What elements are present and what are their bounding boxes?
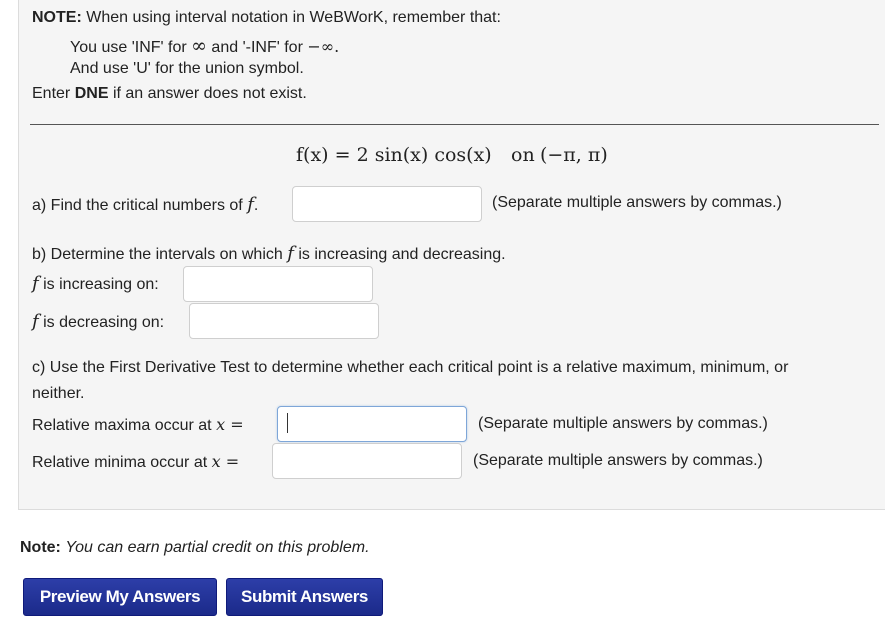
decreasing-label <box>32 311 164 332</box>
notice-line2-mid: and '-INF' for <box>211 39 303 56</box>
maxima-text: Relative maxima occur at <box>32 417 212 434</box>
relative-maxima-input[interactable] <box>277 406 467 442</box>
decreasing-var: f <box>32 311 39 332</box>
part-c-prompt-line1: c) Use the First Derivative Test to determine whether each critical point is a relative maximum, minimum, or <box>32 359 789 376</box>
part-a-text: a) Find the critical numbers of <box>32 197 243 214</box>
increasing-var: f <box>32 273 39 294</box>
increasing-label <box>32 273 159 294</box>
domain-word: on <box>511 144 535 166</box>
text-caret <box>287 413 288 433</box>
maxima-label <box>32 415 244 435</box>
part-a-prompt <box>32 194 258 215</box>
part-b-prompt <box>32 243 506 264</box>
divider <box>30 124 879 125</box>
minima-label <box>32 452 239 472</box>
infinity-symbol: ∞ <box>191 35 207 57</box>
decreasing-text: is decreasing on: <box>43 314 165 331</box>
minima-hint: (Separate multiple answers by commas.) <box>473 452 763 469</box>
decreasing-input[interactable] <box>189 303 379 339</box>
neg-infinity-symbol: −∞. <box>307 37 340 56</box>
preview-answers-button[interactable]: Preview My Answers <box>23 578 217 616</box>
increasing-input[interactable] <box>183 266 373 302</box>
part-c-prompt-line2: neither. <box>32 385 85 402</box>
notice-line1-text: When using interval notation in WeBWorK, remember that: <box>86 9 501 26</box>
part-b-var: f <box>287 243 294 264</box>
notice-line2-pre: You use 'INF' for <box>70 39 187 56</box>
part-b-text-post: is increasing and decreasing. <box>298 246 506 263</box>
notice-line-1 <box>32 9 501 27</box>
part-a-hint: (Separate multiple answers by commas.) <box>492 194 782 211</box>
notice-line4-pre: Enter <box>32 85 71 102</box>
notice-line-4 <box>32 85 307 103</box>
notice-line4-post: if an answer does not exist. <box>112 85 307 102</box>
minima-text: Relative minima occur at <box>32 454 208 471</box>
note-text: You can earn partial credit on this problem. <box>65 539 370 556</box>
part-a-period: . <box>253 197 259 214</box>
notice-line-2 <box>70 35 339 57</box>
relative-minima-input[interactable] <box>272 443 462 479</box>
maxima-var: x = <box>216 415 244 434</box>
note-label: Note: <box>20 539 61 556</box>
part-a-var: f <box>247 194 254 215</box>
minima-var: x = <box>211 452 240 471</box>
partial-credit-note <box>20 539 370 557</box>
function-display <box>296 144 608 167</box>
notice-line-3: And use 'U' for the union symbol. <box>70 60 304 77</box>
increasing-text: is increasing on: <box>43 276 159 293</box>
dne-keyword: DNE <box>74 85 109 102</box>
critical-numbers-input[interactable] <box>292 186 482 222</box>
submit-answers-button[interactable]: Submit Answers <box>226 578 383 616</box>
function-expression: f(x) = 2 sin(x) cos(x) <box>296 144 492 166</box>
notice-lead: NOTE: <box>32 9 82 26</box>
domain-interval: (−π, π) <box>539 144 608 166</box>
part-b-text-pre: b) Determine the intervals on which <box>32 246 283 263</box>
maxima-hint: (Separate multiple answers by commas.) <box>478 415 768 432</box>
